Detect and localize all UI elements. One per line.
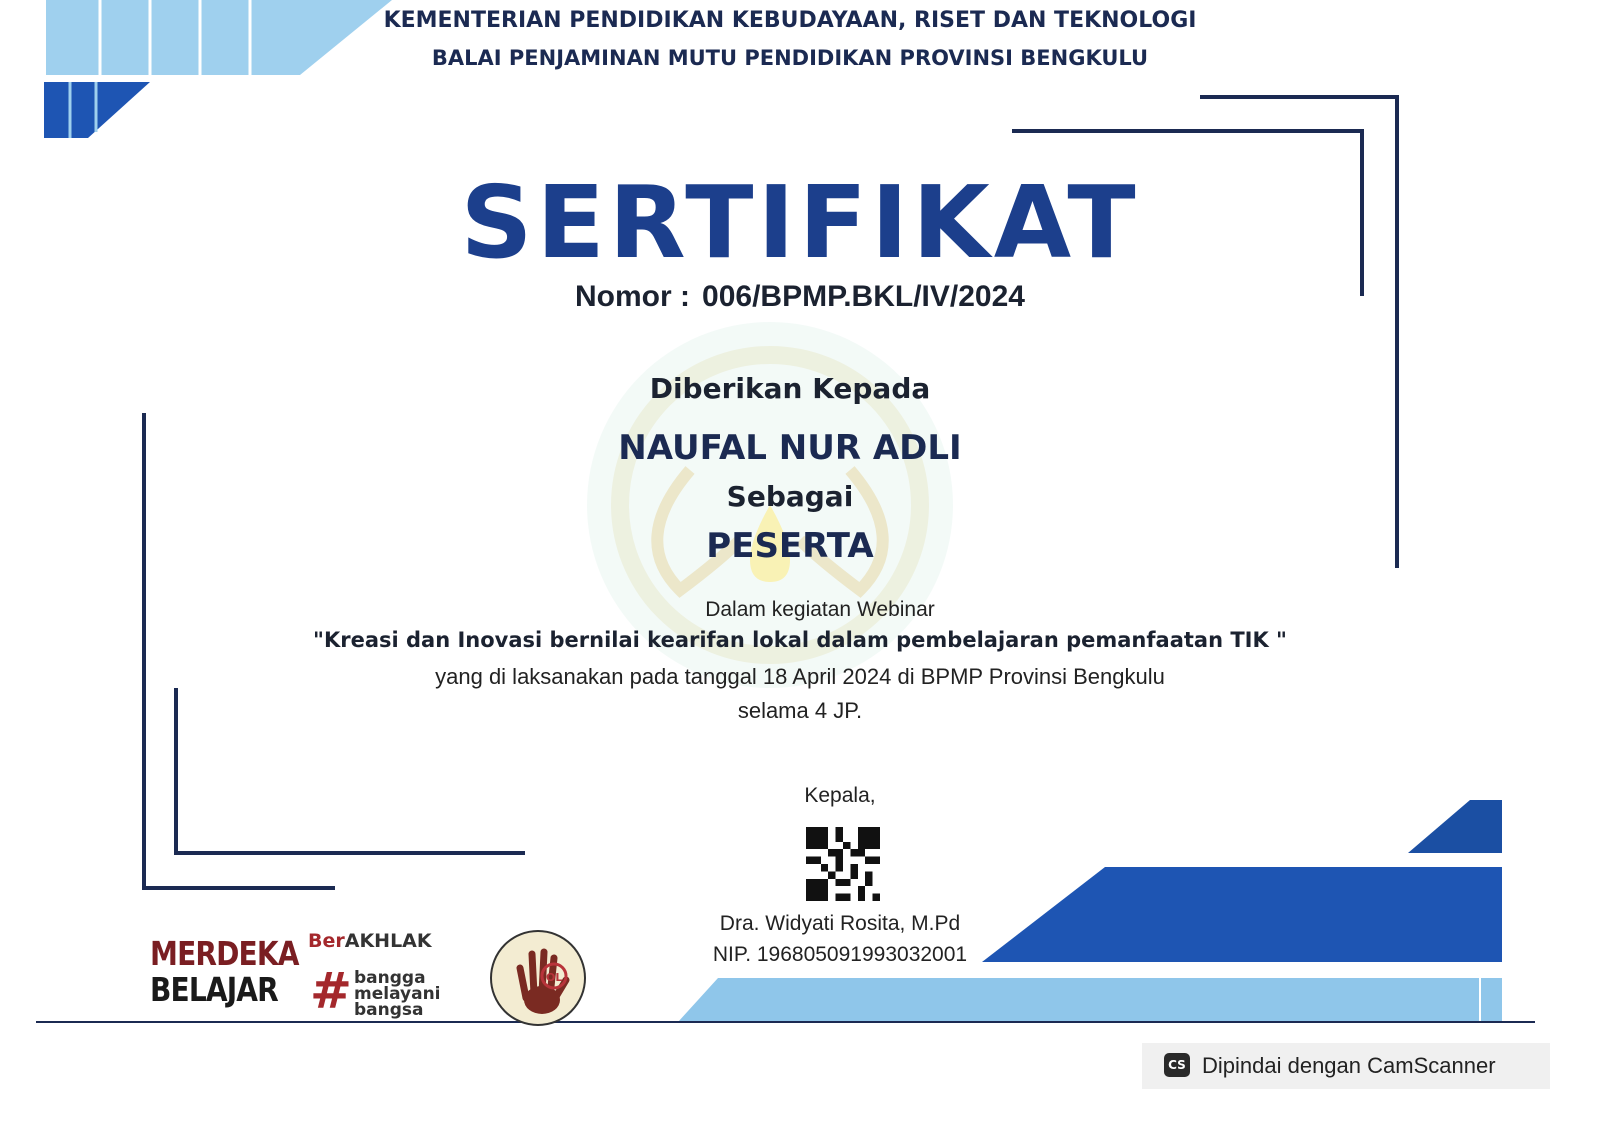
top-right-frame-outer (1200, 97, 1397, 568)
bangga-logo-line3: bangsa (354, 1000, 424, 1020)
bottom-light-blue-band (678, 978, 1502, 1022)
certificate-number-label: Nomor : (575, 280, 691, 313)
camscanner-watermark (1142, 1043, 1550, 1089)
event-intro: Dalam kegiatan Webinar (705, 598, 935, 621)
bangga-melayani-bangsa-logo (310, 962, 460, 1022)
bangga-logo-line2: melayani (354, 984, 441, 1004)
signer-name: Dra. Widyati Rosita, M.Pd (719, 912, 961, 935)
merdeka-logo-line1: MERDEKA (150, 934, 299, 973)
given-to-label: Diberikan Kepada (649, 372, 931, 405)
camscanner-icon: CS (1164, 1053, 1190, 1077)
as-label: Sebagai (726, 480, 854, 513)
left-frame-inner (176, 688, 525, 853)
signature-title: Kepala, (804, 784, 876, 807)
certificate-title: SERTIFIKAT (460, 164, 1140, 281)
event-detail: yang di laksanakan pada tanggal 18 April 2024 di BPMP Provinsi Bengkulu (435, 664, 1165, 689)
certificate-number (400, 280, 1200, 314)
recipient-name: NAUFAL NUR ADLI (618, 428, 962, 468)
bottom-right-large-blue-shape (982, 867, 1502, 962)
event-duration: selama 4 JP. (737, 698, 863, 723)
header-institution: BALAI PENJAMINAN MUTU PENDIDIKAN PROVINSI BENGKULU (431, 46, 1149, 70)
berakhlak-logo-prefix: Ber (308, 930, 345, 952)
signer-nip: NIP. 196805091993032001 (712, 943, 968, 966)
svg-text:OL: OL (546, 971, 563, 984)
merdeka-belajar-logo (150, 934, 299, 1009)
certificate-number-value: 006/BPMP.BKL/IV/2024 (702, 280, 1025, 313)
hashtag-icon: # (310, 962, 352, 1020)
berakhlak-logo-rest: AKHLAK (344, 930, 432, 952)
camscanner-label: Dipindai dengan CamScanner (1202, 1053, 1496, 1078)
berakhlak-logo (308, 930, 432, 952)
event-title: "Kreasi dan Inovasi bernilai kearifan lokal dalam pembelajaran pemanfaatan TIK " (313, 628, 1287, 652)
header-ministry: KEMENTERIAN PENDIDIKAN KEBUDAYAAN, RISET DAN TEKNOLOGI (383, 8, 1197, 33)
anti-gratification-hand-icon (487, 928, 589, 1028)
qr-code-icon (806, 826, 880, 902)
recipient-role: PESERTA (706, 526, 874, 566)
merdeka-logo-line2: BELAJAR (150, 970, 278, 1009)
bangga-logo-line1: bangga (354, 968, 426, 988)
bottom-right-small-navy-shape (1408, 800, 1502, 853)
